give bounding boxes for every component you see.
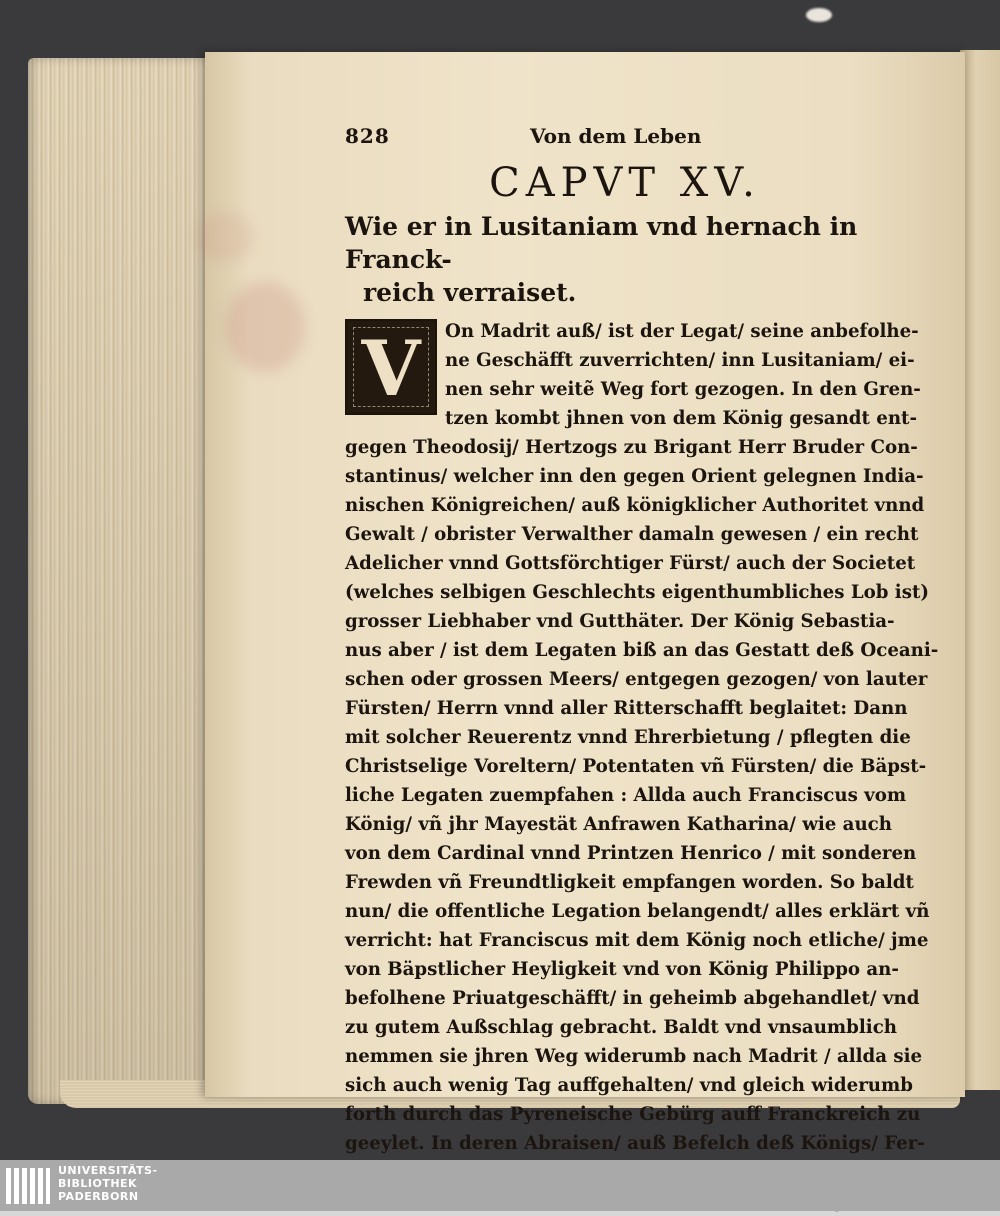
text-line: Frewden vñ Freundtligkeit empfangen worden. So baldt: [345, 872, 914, 893]
text-line: nischen Königreichen/ auß königklicher Authoritet vnnd: [345, 495, 925, 516]
text-line: nun/ die offentliche Legation belangendt/ alles erklärt vñ: [345, 901, 930, 922]
text-line: schen oder grossen Meers/ entgegen gezogen/ von lauter: [345, 669, 928, 690]
running-head: [345, 124, 905, 154]
text-line: tzen kombt jhnen von dem König gesandt ent-: [445, 408, 918, 429]
dust-speck: [806, 8, 832, 22]
library-name-line: BIBLIOTHEK: [58, 1177, 138, 1190]
text-line: gegen Theodosij/ Hertzogs zu Brigant Herr Bruder Con-: [345, 437, 918, 458]
body-text: [345, 317, 939, 1216]
text-line: von Bäpstlicher Heyligkeit vnd von König Philippo an-: [345, 959, 899, 980]
heading-line: reich verraiset.: [363, 278, 577, 307]
text-line: befolhene Priuatgeschäfft/ in geheimb abgehandlet/ vnd: [345, 988, 920, 1009]
text-line: zu gutem Außschlag gebracht. Baldt vnd vnsaumblich: [345, 1017, 898, 1038]
text-line: mit solcher Reuerentz vnnd Ehrerbietung / pflegten die: [345, 727, 911, 748]
library-logo-icon: [6, 1168, 52, 1204]
text-line: nus aber / ist dem Legaten biß an das Gestatt deß Oceani-: [345, 640, 939, 661]
library-name-line: PADERBORN: [58, 1190, 139, 1203]
library-footer: [0, 1160, 1000, 1211]
book-page: [205, 52, 965, 1154]
page-text-block: [345, 124, 939, 1216]
text-line: sich auch wenig Tag auffgehalten/ vnd gleich widerumb: [345, 1075, 913, 1096]
decorated-initial: V: [345, 319, 437, 415]
text-line: verricht: hat Franciscus mit dem König noch etliche/ jme: [345, 930, 929, 951]
page-stain: [195, 212, 255, 262]
text-line: nen sehr weitẽ Weg fort gezogen. In den Gren-: [445, 379, 921, 400]
text-line: grosser Liebhaber vnd Gutthäter. Der König Sebastia-: [345, 611, 895, 632]
text-line: ne Geschäfft zuverrichten/ inn Lusitaniam/ ei-: [445, 350, 915, 371]
text-line: geeylet. In deren Abraisen/ auß Befelch deß Königs/ Fer-: [345, 1133, 925, 1154]
library-name: [58, 1164, 158, 1203]
page-number: 828: [345, 124, 390, 148]
chapter-title: CAPVT XV.: [489, 160, 761, 206]
text-line: forth durch das Pyreneische Gebürg auff Franckreich zu: [345, 1104, 921, 1125]
text-line: Christselige Voreltern/ Potentaten vñ Fürsten/ die Bäpst-: [345, 756, 927, 777]
running-title: Von dem Leben: [530, 124, 702, 148]
text-line: von dem Cardinal vnnd Printzen Henrico / mit sonderen: [345, 843, 917, 864]
text-line: nemmen sie jhren Weg widerumb nach Madrit / allda sie: [345, 1046, 923, 1067]
chapter-heading: [345, 210, 905, 309]
page-stain: [225, 282, 305, 372]
text-line: stantinus/ welcher inn den gegen Orient gelegnen India-: [345, 466, 924, 487]
text-line: König/ vñ jhr Mayestät Anfrawen Katharina/ wie auch: [345, 814, 892, 835]
text-line: Fürsten/ Herrn vnnd aller Ritterschafft beglaitet: Dann: [345, 698, 908, 719]
heading-line: Wie er in Lusitaniam vnd hernach in Franck-: [345, 212, 858, 274]
library-name-line: UNIVERSITÄTS-: [58, 1164, 158, 1177]
text-line: liche Legaten zuempfahen : Allda auch Franciscus vom: [345, 785, 907, 806]
facing-page-edge: [960, 50, 1000, 1090]
text-line: Gewalt / obrister Verwalther damaln gewesen / ein recht: [345, 524, 919, 545]
text-line: On Madrit auß/ ist der Legat/ seine anbefolhe-: [445, 321, 919, 342]
text-line: (welches selbigen Geschlechts eigenthumbliches Lob ist): [345, 582, 929, 603]
text-line: Adelicher vnnd Gottsförchtiger Fürst/ auch der Societet: [345, 553, 916, 574]
book-page-edges: [28, 58, 218, 1104]
